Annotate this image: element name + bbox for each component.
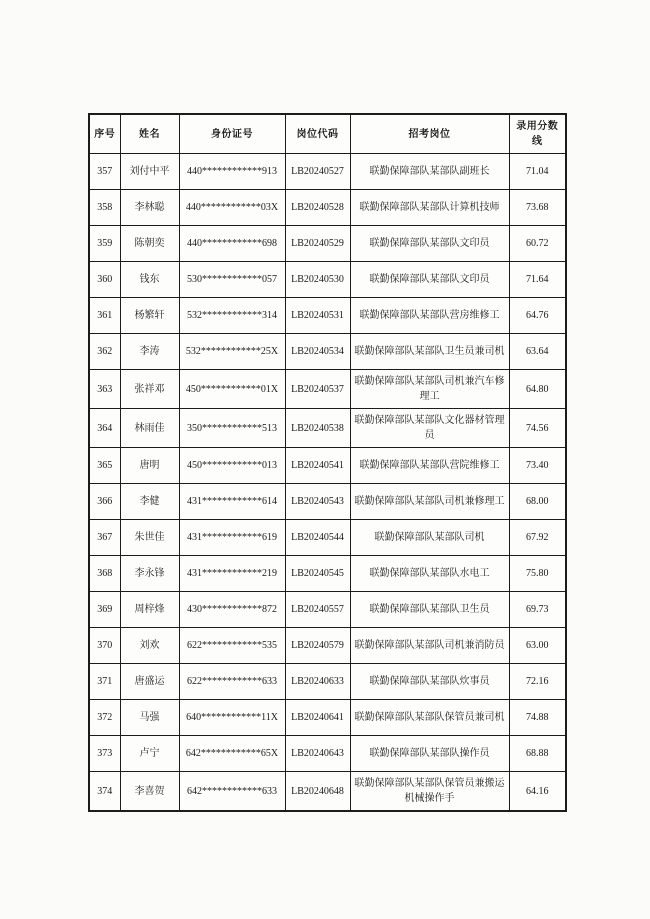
cell-name: 唐盛运 [120, 664, 179, 700]
cell-score_line: 75.80 [509, 556, 566, 592]
cell-score_line: 68.88 [509, 736, 566, 772]
cell-job_code: LB20240643 [285, 736, 350, 772]
cell-score_line: 72.16 [509, 664, 566, 700]
cell-name: 李永锋 [120, 556, 179, 592]
table-row [89, 409, 566, 448]
cell-score_line: 74.56 [509, 409, 566, 448]
cell-name: 周梓烽 [120, 592, 179, 628]
cell-job_title: 联勤保障部队某部队营房维修工 [350, 298, 509, 334]
table-row [89, 772, 566, 812]
cell-id_number: 530************057 [179, 262, 285, 298]
cell-index: 370 [89, 628, 120, 664]
cell-score_line: 73.40 [509, 448, 566, 484]
table-row [89, 190, 566, 226]
cell-index: 365 [89, 448, 120, 484]
cell-index: 361 [89, 298, 120, 334]
score-table [88, 113, 567, 812]
cell-job_code: LB20240531 [285, 298, 350, 334]
cell-score_line: 67.92 [509, 520, 566, 556]
cell-job_title: 联勤保障部队某部队文印员 [350, 262, 509, 298]
cell-job_title: 联勤保障部队某部队水电工 [350, 556, 509, 592]
cell-id_number: 642************633 [179, 772, 285, 812]
cell-job_title: 联勤保障部队某部队保管员兼搬运机械操作手 [350, 772, 509, 812]
header-job-title: 招考岗位 [350, 114, 509, 154]
cell-score_line: 60.72 [509, 226, 566, 262]
cell-name: 马强 [120, 700, 179, 736]
table-row [89, 556, 566, 592]
cell-name: 张祥邓 [120, 370, 179, 409]
table-row [89, 736, 566, 772]
cell-name: 李喜贺 [120, 772, 179, 812]
cell-id_number: 532************25X [179, 334, 285, 370]
table-row [89, 298, 566, 334]
cell-job_code: LB20240537 [285, 370, 350, 409]
cell-score_line: 74.88 [509, 700, 566, 736]
cell-job_title: 联勤保障部队某部队卫生员兼司机 [350, 334, 509, 370]
cell-id_number: 431************619 [179, 520, 285, 556]
cell-name: 钱东 [120, 262, 179, 298]
header-score-line: 录用分数线 [509, 114, 566, 154]
cell-index: 373 [89, 736, 120, 772]
table-row [89, 520, 566, 556]
cell-index: 369 [89, 592, 120, 628]
cell-job_code: LB20240534 [285, 334, 350, 370]
cell-id_number: 450************013 [179, 448, 285, 484]
table-body [89, 154, 566, 812]
cell-id_number: 622************535 [179, 628, 285, 664]
table-row [89, 262, 566, 298]
cell-id_number: 622************633 [179, 664, 285, 700]
cell-index: 374 [89, 772, 120, 812]
cell-job_code: LB20240527 [285, 154, 350, 190]
cell-index: 360 [89, 262, 120, 298]
cell-job_title: 联勤保障部队某部队卫生员 [350, 592, 509, 628]
cell-job_code: LB20240541 [285, 448, 350, 484]
cell-index: 371 [89, 664, 120, 700]
cell-job_title: 联勤保障部队某部队文印员 [350, 226, 509, 262]
cell-name: 唐明 [120, 448, 179, 484]
cell-job_title: 联勤保障部队某部队营院维修工 [350, 448, 509, 484]
cell-id_number: 431************219 [179, 556, 285, 592]
header-row [89, 114, 566, 154]
cell-score_line: 63.00 [509, 628, 566, 664]
cell-job_title: 联勤保障部队某部队司机兼汽车修理工 [350, 370, 509, 409]
cell-id_number: 431************614 [179, 484, 285, 520]
table-row [89, 592, 566, 628]
table-row [89, 448, 566, 484]
cell-name: 林雨佳 [120, 409, 179, 448]
header-name: 姓名 [120, 114, 179, 154]
cell-score_line: 64.16 [509, 772, 566, 812]
cell-job_code: LB20240529 [285, 226, 350, 262]
cell-name: 李健 [120, 484, 179, 520]
cell-job_code: LB20240545 [285, 556, 350, 592]
cell-job_code: LB20240530 [285, 262, 350, 298]
cell-id_number: 440************913 [179, 154, 285, 190]
cell-job_code: LB20240544 [285, 520, 350, 556]
header-job-code: 岗位代码 [285, 114, 350, 154]
cell-id_number: 440************03X [179, 190, 285, 226]
cell-id_number: 642************65X [179, 736, 285, 772]
cell-id_number: 640************11X [179, 700, 285, 736]
cell-score_line: 71.04 [509, 154, 566, 190]
cell-score_line: 64.76 [509, 298, 566, 334]
cell-score_line: 69.73 [509, 592, 566, 628]
cell-index: 359 [89, 226, 120, 262]
cell-job_code: LB20240557 [285, 592, 350, 628]
cell-job_title: 联勤保障部队某部队炊事员 [350, 664, 509, 700]
cell-job_code: LB20240633 [285, 664, 350, 700]
header-id-number: 身份证号 [179, 114, 285, 154]
table-row [89, 664, 566, 700]
cell-id_number: 440************698 [179, 226, 285, 262]
cell-name: 陈朝奕 [120, 226, 179, 262]
cell-index: 362 [89, 334, 120, 370]
cell-score_line: 68.00 [509, 484, 566, 520]
cell-name: 刘付中平 [120, 154, 179, 190]
cell-job_code: LB20240543 [285, 484, 350, 520]
cell-index: 372 [89, 700, 120, 736]
recruitment-score-table [88, 113, 565, 812]
cell-index: 366 [89, 484, 120, 520]
table-row [89, 334, 566, 370]
cell-id_number: 450************01X [179, 370, 285, 409]
table-row [89, 154, 566, 190]
table-row [89, 700, 566, 736]
cell-job_title: 联勤保障部队某部队文化器材管理员 [350, 409, 509, 448]
cell-job_code: LB20240641 [285, 700, 350, 736]
cell-score_line: 64.80 [509, 370, 566, 409]
cell-name: 朱世佳 [120, 520, 179, 556]
header-index: 序号 [89, 114, 120, 154]
cell-index: 358 [89, 190, 120, 226]
cell-job_code: LB20240648 [285, 772, 350, 812]
cell-job_title: 联勤保障部队某部队司机兼消防员 [350, 628, 509, 664]
table-row [89, 628, 566, 664]
cell-name: 李涛 [120, 334, 179, 370]
cell-job_title: 联勤保障部队某部队司机 [350, 520, 509, 556]
cell-score_line: 71.64 [509, 262, 566, 298]
cell-name: 李林聪 [120, 190, 179, 226]
table-row [89, 370, 566, 409]
cell-job_code: LB20240579 [285, 628, 350, 664]
cell-job_code: LB20240528 [285, 190, 350, 226]
cell-index: 363 [89, 370, 120, 409]
cell-name: 刘欢 [120, 628, 179, 664]
cell-job_title: 联勤保障部队某部队司机兼修理工 [350, 484, 509, 520]
cell-index: 364 [89, 409, 120, 448]
cell-score_line: 73.68 [509, 190, 566, 226]
cell-score_line: 63.64 [509, 334, 566, 370]
cell-job_title: 联勤保障部队某部队保管员兼司机 [350, 700, 509, 736]
table-row [89, 484, 566, 520]
cell-job_title: 联勤保障部队某部队计算机技师 [350, 190, 509, 226]
cell-index: 368 [89, 556, 120, 592]
cell-id_number: 430************872 [179, 592, 285, 628]
cell-index: 367 [89, 520, 120, 556]
cell-name: 杨繁轩 [120, 298, 179, 334]
table-row [89, 226, 566, 262]
cell-job_title: 联勤保障部队某部队副班长 [350, 154, 509, 190]
cell-name: 卢宁 [120, 736, 179, 772]
cell-id_number: 532************314 [179, 298, 285, 334]
cell-index: 357 [89, 154, 120, 190]
table-header [89, 114, 566, 154]
cell-job_code: LB20240538 [285, 409, 350, 448]
cell-id_number: 350************513 [179, 409, 285, 448]
cell-job_title: 联勤保障部队某部队操作员 [350, 736, 509, 772]
